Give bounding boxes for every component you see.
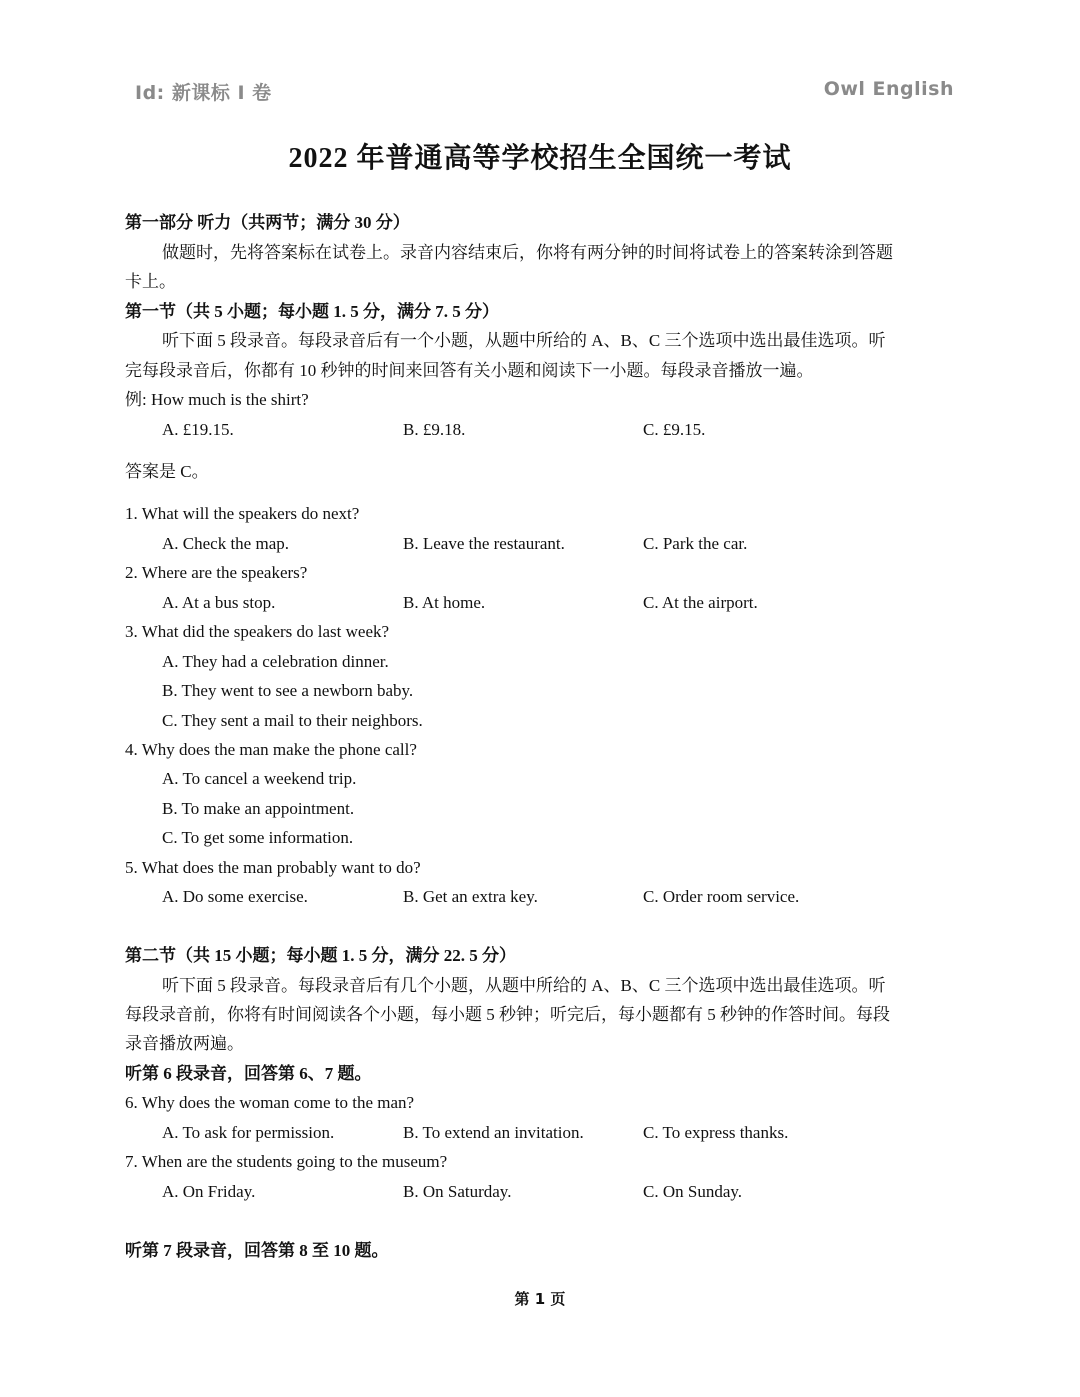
option-b: B. Get an extra key. (403, 887, 538, 906)
question-text: 3. What did the speakers do last week? (125, 622, 390, 641)
section1-intro-line1: 听下面 5 段录音。每段录音后有一个小题，从题中所给的 A、B、C 三个选项中选出最佳选项。听 (162, 331, 886, 350)
brand-label: Owl English (823, 78, 954, 100)
option-b: B. Leave the restaurant. (403, 534, 565, 553)
option-b: B. To make an appointment. (162, 799, 355, 818)
option-a: A. They had a celebration dinner. (162, 652, 389, 671)
question-text: 6. Why does the woman come to the man? (125, 1093, 415, 1112)
option-c: C. At the airport. (643, 593, 758, 612)
part1-heading: 第一部分 听力（共两节；满分 30 分） (125, 213, 410, 232)
section2-intro-line1: 听下面 5 段录音。每段录音后有几个小题，从题中所给的 A、B、C 三个选项中选出最佳选项。听 (162, 976, 886, 995)
example-option-b: B. £9.18. (403, 420, 466, 439)
option-c: C. On Sunday. (643, 1182, 743, 1201)
section1-heading: 第一节（共 5 小题；每小题 1. 5 分，满分 7. 5 分） (125, 302, 499, 321)
example-answer: 答案是 C。 (125, 462, 209, 481)
option-c: C. They sent a mail to their neighbors. (162, 711, 423, 730)
part1-intro-line1: 做题时，先将答案标在试卷上。录音内容结束后，你将有两分钟的时间将试卷上的答案转涂到答题 (162, 243, 893, 262)
option-b: B. On Saturday. (403, 1182, 512, 1201)
option-c: C. To get some information. (162, 828, 354, 847)
option-a: A. At a bus stop. (162, 593, 276, 612)
section1-intro-line2: 完每段录音后，你都有 10 秒钟的时间来回答有关小题和阅读下一小题。每段录音播放一遍。 (125, 361, 814, 380)
option-a: A. Check the map. (162, 534, 289, 553)
option-c: C. Park the car. (643, 534, 748, 553)
exam-id-label: Id: 新课标 I 卷 (135, 82, 272, 104)
question-text: 7. When are the students going to the museum? (125, 1152, 448, 1171)
question-text: 2. Where are the speakers? (125, 563, 308, 582)
recording-7-instruction: 听第 7 段录音，回答第 8 至 10 题。 (125, 1241, 389, 1260)
option-a: A. Do some exercise. (162, 887, 308, 906)
option-a: A. On Friday. (162, 1182, 256, 1201)
example-option-c: C. £9.15. (643, 420, 706, 439)
option-b: B. At home. (403, 593, 486, 612)
recording-6-instruction: 听第 6 段录音，回答第 6、7 题。 (125, 1064, 372, 1083)
part1-intro-line2: 卡上。 (125, 272, 176, 291)
example-question: 例: How much is the shirt? (125, 390, 309, 409)
section2-heading: 第二节（共 15 小题；每小题 1. 5 分，满分 22. 5 分） (125, 946, 516, 965)
option-b: B. To extend an invitation. (403, 1123, 584, 1142)
page-number: 第 1 页 (514, 1290, 566, 1308)
section2-intro-line2: 每段录音前，你将有时间阅读各个小题，每小题 5 秒钟；听完后，每小题都有 5 秒钟的作答时间。每段 (125, 1005, 890, 1024)
question-text: 5. What does the man probably want to do? (125, 858, 421, 877)
example-option-a: A. £19.15. (162, 420, 234, 439)
section2-intro-line3: 录音播放两遍。 (125, 1034, 244, 1053)
option-c: C. Order room service. (643, 887, 800, 906)
option-b: B. They went to see a newborn baby. (162, 681, 414, 700)
option-a: A. To cancel a weekend trip. (162, 769, 357, 788)
question-text: 4. Why does the man make the phone call? (125, 740, 417, 759)
option-c: C. To express thanks. (643, 1123, 789, 1142)
option-a: A. To ask for permission. (162, 1123, 335, 1142)
page-title: 2022 年普通高等学校招生全国统一考试 (288, 143, 792, 174)
question-text: 1. What will the speakers do next? (125, 504, 360, 523)
